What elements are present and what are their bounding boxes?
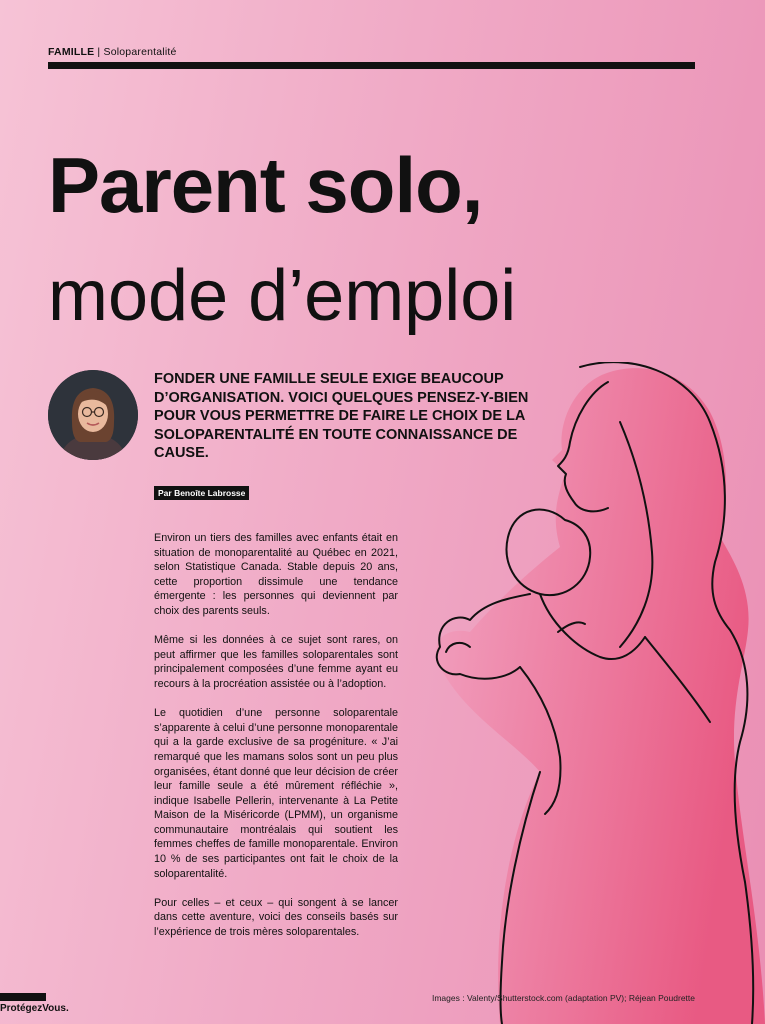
body-paragraph: Le quotidien d’une personne soloparentale s’apparente à celui d’une personne monoparentale qui a la garde exclusive de sa progéniture. « J’ai remarqué que les mamans solos sont un peu plus organisées, étant donné que leur décision de créer leur famille seule a été mûrement réfléchie », indique Isabelle Pellerin, intervenante à La Petite Maison de la Miséricorde (LPMM), un organisme communautaire montréalais qui soutient les femmes cheffes de famille monoparentale. Environ 10 % de ses participantes ont fait le choix de la soloparentalité. — [154, 707, 398, 880]
publication-logo — [0, 992, 105, 1014]
author-portrait-icon — [48, 370, 138, 460]
author-avatar — [48, 370, 138, 460]
section-label: FAMILLE — [48, 46, 95, 58]
image-credits: Images : Valenty/Shutterstock.com (adaptation PV); Réjean Poudrette — [431, 993, 695, 1003]
mother-baby-illustration — [390, 362, 765, 1024]
author-byline: Par Benoîte Labrosse — [154, 486, 249, 500]
page-title: Parent solo, — [48, 141, 483, 229]
body-paragraph: Même si les données à ce sujet sont rares, on peut affirmer que les familles soloparentales sont principalement composées d’une femme ayant eu recours à la procréation assistée ou à l’adoption. — [154, 634, 398, 690]
section-header — [48, 46, 177, 58]
body-paragraph: Pour celles – et ceux – qui songent à se lancer dans cette aventure, voici des conseils basés sur l’expérience de trois mères soloparentales. — [154, 896, 398, 939]
footer-bar — [0, 993, 46, 1001]
subsection-label: Soloparentalité — [103, 46, 177, 58]
page-subtitle: mode d’emploi — [48, 256, 517, 336]
header-rule — [48, 62, 695, 69]
header-separator: | — [94, 46, 104, 58]
logo-text: ProtégezVous. — [0, 1003, 69, 1014]
article-body — [154, 531, 398, 954]
body-paragraph: Environ un tiers des familles avec enfants était en situation de monoparentalité au Québec en 2021, selon Statistique Canada. Stable depuis 20 ans, cette proportion dissimule une tendance émergente : les personnes qui deviennent par choix des parents seuls. — [154, 532, 398, 617]
article-lede: FONDER UNE FAMILLE SEULE EXIGE BEAUCOUP D’ORGANISATION. VOICI QUELQUES PENSEZ-Y-BIEN POUR VOUS PERMETTRE DE FAIRE LE CHOIX DE LA SOLOPARENTALITÉ EN TOUTE CONNAISSANCE DE CAUSE. — [154, 371, 529, 461]
